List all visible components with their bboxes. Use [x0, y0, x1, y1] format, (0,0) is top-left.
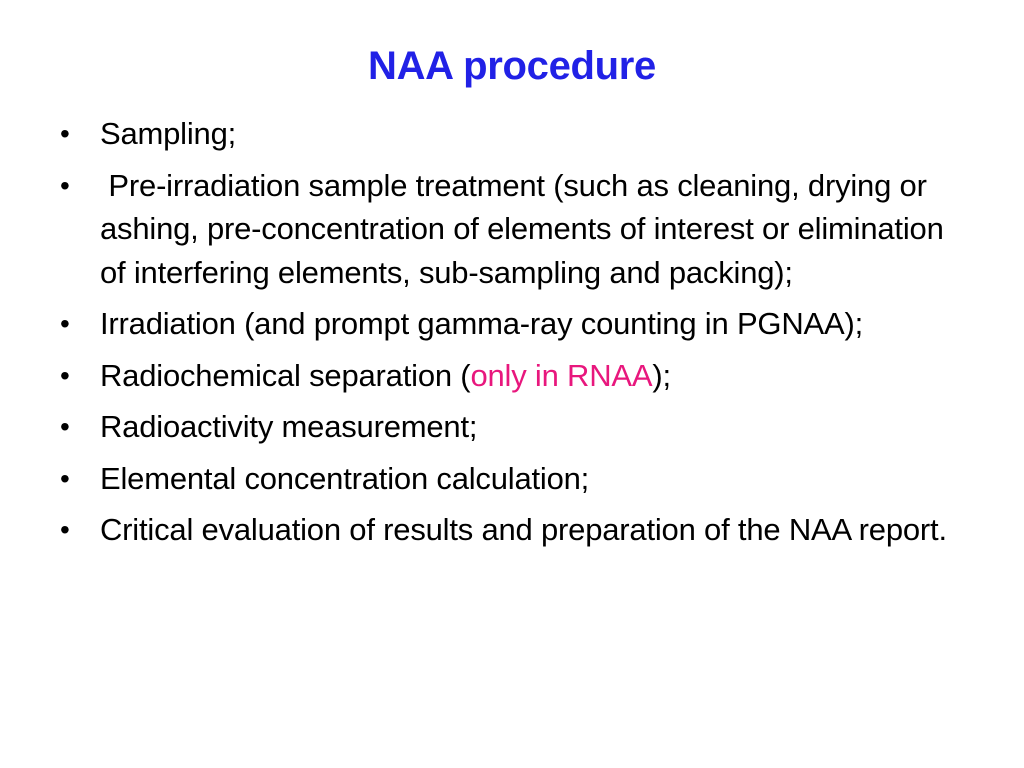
bullet-text-before: Radiochemical separation (: [100, 357, 471, 393]
bullet-list: [56, 112, 956, 560]
bullet-dot-icon: •: [60, 514, 70, 545]
bullet-item-pre-irradiation: [56, 164, 956, 295]
bullet-text: Irradiation (and prompt gamma-ray counting in PGNAA);: [100, 306, 864, 341]
bullet-item-critical-evaluation: [56, 508, 956, 552]
bullet-dot-icon: •: [60, 169, 70, 201]
bullet-dot-icon: •: [60, 359, 70, 391]
bullet-dot-icon: •: [60, 308, 70, 339]
bullet-item-radioactivity-measurement: [56, 405, 956, 449]
bullet-item-irradiation: [56, 302, 956, 346]
bullet-text: Critical evaluation of results and preparation of the NAA report.: [100, 512, 947, 547]
bullet-text: Pre-irradiation sample treatment (such as cleaning, drying or ashing, pre-concentration of elements of interest or elimination of interfering elements, sub-sampling and packing);: [100, 167, 953, 290]
bullet-text-after: );: [652, 357, 671, 393]
bullet-item-sampling: [56, 112, 956, 156]
bullet-text: Elemental concentration calculation;: [100, 460, 590, 496]
bullet-item-concentration-calculation: [56, 457, 956, 501]
bullet-item-radiochemical-separation: [56, 354, 956, 398]
bullet-dot-icon: •: [60, 118, 70, 149]
bullet-text: Sampling;: [100, 116, 237, 151]
bullet-text: Radioactivity measurement;: [100, 409, 478, 444]
bullet-text-highlight: only in RNAA: [470, 357, 653, 393]
bullet-dot-icon: •: [60, 462, 70, 494]
slide-title: NAA procedure: [368, 44, 656, 88]
bullet-dot-icon: •: [60, 411, 70, 442]
